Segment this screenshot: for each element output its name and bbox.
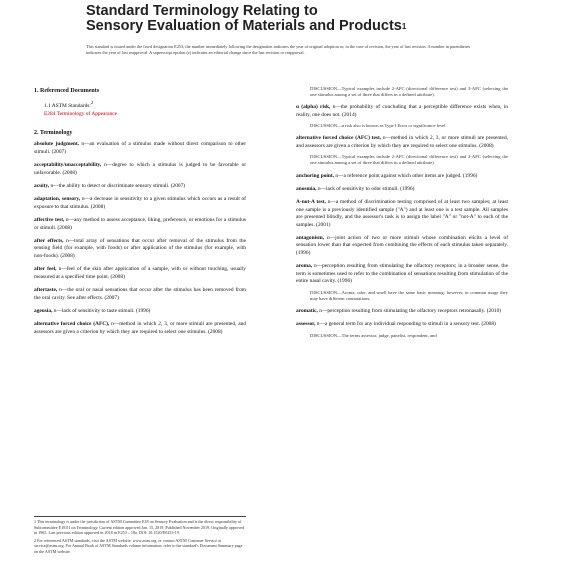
document-title xyxy=(86,4,526,34)
title-line-1: Standard Terminology Relating to xyxy=(86,3,318,19)
term-definition: n—an evaluation of a stimulus made without direct comparison to other stimuli. (2007) xyxy=(34,141,246,155)
term-name: after feel, xyxy=(34,266,57,273)
reference-line xyxy=(34,99,246,110)
term-entry xyxy=(34,287,246,302)
term-entry xyxy=(296,199,508,229)
term-definition: n—perception resulting from stimulating the olfactory receptors retronasally. (2010) xyxy=(319,307,502,314)
term-definition: n—method in which 2, 3, or more stimuli are presented, and assessors are given a criterion by which they are required to select one stimulus. (2008) xyxy=(34,321,246,335)
term-entry xyxy=(34,141,246,156)
term-definition: n—any method to assess acceptance, liking, preference, or emotions for a stimulus or stimuli. (2008) xyxy=(34,217,246,231)
term-name: α (alpha) risk, xyxy=(296,104,331,111)
term-name: aftertaste, xyxy=(34,287,58,294)
term-entry xyxy=(296,173,508,180)
reference-item[interactable] xyxy=(34,111,246,118)
term-name: anosmia, xyxy=(296,186,317,193)
term-entry xyxy=(296,104,508,119)
discussion-note: DISCUSSION—α risk also is known as Type I Error or significance level. xyxy=(310,123,447,129)
term-entry xyxy=(296,308,508,315)
term-entry xyxy=(34,217,246,232)
term-entry xyxy=(296,235,508,257)
term-entry xyxy=(296,263,508,285)
section-heading-terminology: 2. Terminology xyxy=(34,130,73,137)
reference-code-link[interactable]: E284 xyxy=(44,110,56,117)
term-entry xyxy=(34,238,246,260)
term-definition: n—method in which 2, 3, or more stimuli are presented, and assessors are given a criterion by which they are required to select one stimulus. (2008) xyxy=(296,135,508,149)
term-name: ageusia, xyxy=(34,307,53,314)
term-entry xyxy=(34,183,246,190)
term-definition: n—degree to which a stimulus is judged to be favorable or unfavorable. (2008) xyxy=(34,162,246,176)
term-name: adaptation, sensory, xyxy=(34,196,81,203)
title-line-2-text: Sensory Evaluation of Materials and Products xyxy=(86,18,402,34)
term-name: A-not-A test, xyxy=(296,199,326,206)
term-definition: n—perception resulting from stimulating the olfactory receptors; in a broader sense, the term is sometimes used to refer to the combination of sensations resulting from stimulation of the entire nasal cavity. (1996) xyxy=(296,263,508,285)
term-entry xyxy=(34,266,246,281)
term-name: alternative forced choice (AFC) test, xyxy=(296,135,382,142)
term-definition: n—lack of sensitivity to taste stimuli. (1996) xyxy=(53,307,151,314)
term-definition: n—a decrease in sensitivity to a given stimulus which occurs as a result of exposure to that stimulus. (2008) xyxy=(34,196,246,210)
term-name: alternative forced choice (AFC), xyxy=(34,321,110,328)
spacer xyxy=(34,118,246,130)
term-entry xyxy=(34,321,246,336)
term-name: affective test, xyxy=(34,217,65,224)
term-definition: n—a method of discrimination testing comprised of at least two samples; at least one sample is a previously identified sample ("A") and at least one is a test sample. All samples are presented blindly, and the assessor's task is to assign the label "A" or "not-A" to each of the samples. (2001) xyxy=(296,199,509,228)
term-name: acceptability/unacceptability, xyxy=(34,162,102,169)
term-name: aromatic, xyxy=(296,307,318,314)
term-definition: n—lack of sensitivity to odor stimuli. (1996) xyxy=(317,186,415,193)
term-entry xyxy=(296,186,508,193)
term-definition: n—joint action of two or more stimuli whose combination elicits a level of sensation lower than that expected from combining the effects of each stimulus taken separately. (1996) xyxy=(296,235,508,256)
discussion-note: DISCUSSION—Typical examples include 2-AFC (directional difference test) and 3-AFC (selecting the one stimulus among a set of three that differs in a defined attribute). xyxy=(310,86,508,98)
term-name: after effects, xyxy=(34,238,64,245)
footnote-2: 2 For referenced ASTM standards, visit the ASTM website, www.astm.org, or contact ASTM Customer Service at service@astm.org. For Annual Book of ASTM Standards volume information, refer to the standard's Document Summary page on the ASTM website. xyxy=(34,537,243,554)
term-entry xyxy=(34,196,246,211)
footnotes xyxy=(34,516,246,557)
discussion-note: DISCUSSION—The terms assessor, judge, panelist, respondent, and xyxy=(310,332,437,338)
term-definition: n—a general term for any individual responding to stimuli in a sensory test. (2008) xyxy=(316,321,496,328)
term-definition: n—total array of sensations that occur after removal of the stimulus from the sensing field (for example, with foods) or after application of the stimulus (for example, with non-foods). (2008) xyxy=(34,238,246,259)
footnote-1: 1 This terminology is under the jurisdiction of ASTM Committee E18 on Sensory Evaluation and is the direct responsibility of Subcommittee E18.01 on Terminology. Current edition approved Jan. 15, 2019. Published November 2019. Originally approved in 1965. Last previous edition approved in 2018 as E253 – 18a. DOI: 10.1520/E0253-19. xyxy=(34,519,245,536)
term-entry xyxy=(296,135,508,150)
term-name: aroma, xyxy=(296,263,313,270)
section-heading-referenced-documents: 1. Referenced Documents xyxy=(34,88,100,94)
reference-label: 1.1 ASTM Standards: xyxy=(44,103,91,110)
term-name: anchoring point, xyxy=(296,172,335,179)
term-definition: n—the ability to detect or discriminate sensory stimuli. (2007) xyxy=(50,183,186,190)
discussion-note: DISCUSSION—Aroma, odor, and smell have the same basic meaning; however, in common usage they may have different connotations. xyxy=(310,289,508,301)
term-definition: n—feel of the skin after application of a sample, with or without touching, usually measured at a specified time point. (2008) xyxy=(34,266,246,280)
term-name: absolute judgment, xyxy=(34,141,79,148)
term-name: acuity, xyxy=(34,183,50,190)
right-column xyxy=(296,88,508,345)
left-column xyxy=(34,88,246,342)
discussion-note: DISCUSSION—Typical examples include 2-AFC (directional difference test) and 3-AFC (selecting the one stimulus among a set of three that differs in a defined attribute). xyxy=(310,154,508,166)
term-definition: n—the oral or nasal sensations that occur after the stimulus has been removed from the oral cavity. See after effects. (2007) xyxy=(34,287,246,301)
term-entry xyxy=(296,321,508,328)
term-name: antagonism, xyxy=(296,235,325,242)
reference-title-link[interactable]: Terminology of Appearance xyxy=(56,110,118,117)
title-footnote-marker: 1 xyxy=(401,22,407,31)
term-entry xyxy=(34,308,246,315)
term-name: assessor, xyxy=(296,321,316,328)
preamble-text: This standard is issued under the fixed designation E253; the number immediately following the designation indicates the year of original adoption or, in the case of revision, the year of last revision. A number in parentheses indicates the year of last reapproval. A superscript epsilon (ε) indicates an editorial change since the last revision or reapproval. xyxy=(86,44,471,55)
term-entry xyxy=(34,162,246,177)
term-definition: n—a reference point against which other items are judged. (1996) xyxy=(335,172,478,179)
term-definition: n—the probability of concluding that a perceptible difference exists when, in reality, one does not. (2014) xyxy=(296,104,508,118)
title-line-2 xyxy=(86,19,526,34)
reference-footnote-marker: 2 xyxy=(90,100,94,106)
